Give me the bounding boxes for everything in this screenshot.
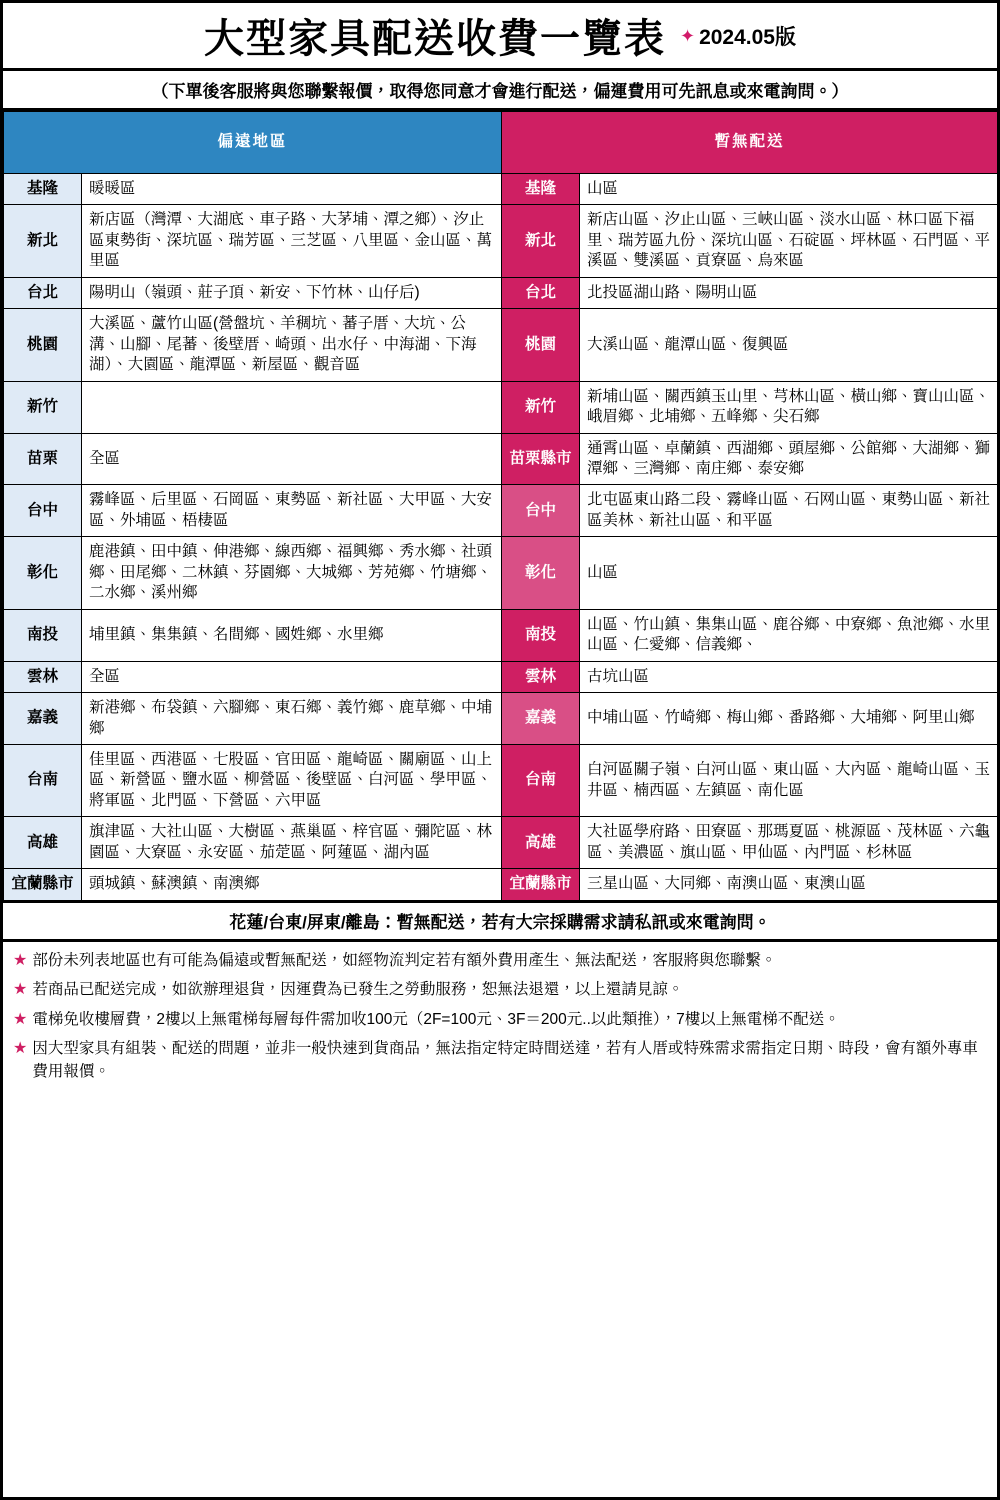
table-row [4, 869, 998, 900]
table-row [4, 309, 998, 381]
no-delivery-area-text: 北屯區東山路二段、霧峰山區、石网山區、東勢山區、新社區美林、新社山區、和平區 [580, 485, 998, 537]
no-delivery-area-text: 山區、竹山鎮、集集山區、鹿谷鄉、中寮鄉、魚池鄉、水里山區、仁愛鄉、信義鄉、 [580, 609, 998, 661]
remote-area-text: 霧峰區、后里區、石岡區、東勢區、新社區、大甲區、大安區、外埔區、梧棲區 [82, 485, 502, 537]
version-badge [680, 21, 796, 51]
no-delivery-area-text: 通霄山區、卓蘭鎮、西湖鄉、頭屋鄉、公館鄉、大湖鄉、獅潭鄉、三灣鄉、南庄鄉、泰安鄉 [580, 433, 998, 485]
remote-area-text: 全區 [82, 433, 502, 485]
no-delivery-region-label: 雲林 [502, 661, 580, 692]
remote-region-label: 苗栗 [4, 433, 82, 485]
table-row [4, 277, 998, 308]
no-delivery-region-label: 桃園 [502, 309, 580, 381]
remote-region-label: 高雄 [4, 817, 82, 869]
table-header-row [4, 112, 998, 174]
footnotes [3, 942, 997, 1083]
no-delivery-area-text: 山區 [580, 174, 998, 205]
table-row [4, 485, 998, 537]
no-delivery-region-label: 台中 [502, 485, 580, 537]
remote-region-label: 嘉義 [4, 693, 82, 745]
page-title: 大型家具配送收費一覽表 [203, 17, 666, 61]
remote-area-text: 頭城鎮、蘇澳鎮、南澳鄉 [82, 869, 502, 900]
footnote-text: 若商品已配送完成，如欲辦理退貨，因運費為已發生之勞動服務，恕無法退還，以上還請見諒。 [32, 981, 684, 999]
remote-area-text: 全區 [82, 661, 502, 692]
column-header-remote: 偏遠地區 [4, 112, 502, 174]
footnote-item [13, 950, 987, 972]
star-icon: ★ [13, 981, 28, 999]
remote-area-text: 旗津區、大社山區、大樹區、燕巢區、梓官區、彌陀區、林園區、大寮區、永安區、茄萣區、阿蓮區、湖內區 [82, 817, 502, 869]
remote-area-text [82, 381, 502, 433]
remote-region-label: 台南 [4, 744, 82, 816]
remote-area-text: 暖暖區 [82, 174, 502, 205]
no-delivery-area-text: 古坑山區 [580, 661, 998, 692]
no-delivery-area-text: 大社區學府路、田寮區、那瑪夏區、桃源區、茂林區、六龜區、美濃區、旗山區、甲仙區、內門區、杉林區 [580, 817, 998, 869]
remote-region-label: 雲林 [4, 661, 82, 692]
no-delivery-region-label: 嘉義 [502, 693, 580, 745]
no-delivery-region-label: 台南 [502, 744, 580, 816]
star-icon: ★ [13, 951, 28, 969]
no-delivery-region-label: 宜蘭縣市 [502, 869, 580, 900]
remote-region-label: 桃園 [4, 309, 82, 381]
table-row [4, 381, 998, 433]
table-row [4, 744, 998, 816]
remote-area-text: 新港鄉、布袋鎮、六腳鄉、東石鄉、義竹鄉、鹿草鄉、中埔鄉 [82, 693, 502, 745]
no-delivery-region-label: 南投 [502, 609, 580, 661]
no-delivery-area-text: 大溪山區、龍潭山區、復興區 [580, 309, 998, 381]
table-row [4, 609, 998, 661]
no-delivery-area-text: 北投區湖山路、陽明山區 [580, 277, 998, 308]
version-label: 2024.05版 [699, 25, 796, 49]
remote-area-text: 埔里鎮、集集鎮、名間鄉、國姓鄉、水里鄉 [82, 609, 502, 661]
table-row [4, 537, 998, 609]
table-row [4, 174, 998, 205]
no-delivery-area-text: 中埔山區、竹崎鄉、梅山鄉、番路鄉、大埔鄉、阿里山鄉 [580, 693, 998, 745]
remote-area-text: 佳里區、西港區、七股區、官田區、龍崎區、關廟區、山上區、新營區、鹽水區、柳營區、後壁區、白河區、學甲區、將軍區、北門區、下營區、六甲區 [82, 744, 502, 816]
no-delivery-region-label: 新竹 [502, 381, 580, 433]
no-delivery-region-label: 高雄 [502, 817, 580, 869]
footnote-text: 因大型家具有組裝、配送的問題，並非一般快速到貨商品，無法指定特定時間送達，若有人厝或特殊需求需指定日期、時段，會有額外專車費用報價。 [32, 1040, 978, 1080]
no-delivery-region-label: 基隆 [502, 174, 580, 205]
table-row [4, 693, 998, 745]
footnote-item [13, 979, 987, 1001]
remote-region-label: 宜蘭縣市 [4, 869, 82, 900]
no-delivery-area-text: 三星山區、大同鄉、南澳山區、東澳山區 [580, 869, 998, 900]
footnote-item [13, 1038, 987, 1083]
table-row [4, 433, 998, 485]
no-delivery-region-label: 苗栗縣市 [502, 433, 580, 485]
remote-region-label: 南投 [4, 609, 82, 661]
table-body [4, 174, 998, 901]
remote-area-text: 陽明山（嶺頭、莊子頂、新安、下竹林、山仔后) [82, 277, 502, 308]
no-delivery-region-label: 新北 [502, 205, 580, 277]
table-row [4, 205, 998, 277]
no-delivery-region-label: 彰化 [502, 537, 580, 609]
no-delivery-area-text: 新店山區、汐止山區、三峽山區、淡水山區、林口區下福里、瑞芳區九份、深坑山區、石碇區、坪林區、石門區、平溪區、雙溪區、貢寮區、烏來區 [580, 205, 998, 277]
island-no-delivery-note: 花蓮/台東/屏東/離島：暫無配送，若有大宗採購需求請私訊或來電詢問。 [3, 901, 997, 942]
column-header-no-delivery: 暫無配送 [502, 112, 998, 174]
no-delivery-area-text: 新埔山區、關西鎮玉山里、芎林山區、橫山鄉、寶山山區、峨眉鄉、北埔鄉、五峰鄉、尖石鄉 [580, 381, 998, 433]
no-delivery-area-text: 白河區關子嶺、白河山區、東山區、大內區、龍崎山區、玉井區、楠西區、左鎮區、南化區 [580, 744, 998, 816]
remote-region-label: 台中 [4, 485, 82, 537]
remote-area-text: 鹿港鎮、田中鎮、伸港鄉、線西鄉、福興鄉、秀水鄉、社頭鄉、田尾鄉、二林鎮、芬園鄉、大城鄉、芳苑鄉、竹塘鄉、二水鄉、溪州鄉 [82, 537, 502, 609]
no-delivery-area-text: 山區 [580, 537, 998, 609]
table-row [4, 817, 998, 869]
delivery-area-table [3, 111, 998, 901]
star-icon: ★ [13, 1010, 28, 1028]
table-row [4, 661, 998, 692]
remote-region-label: 彰化 [4, 537, 82, 609]
footnote-item [13, 1009, 987, 1031]
remote-region-label: 台北 [4, 277, 82, 308]
no-delivery-region-label: 台北 [502, 277, 580, 308]
remote-region-label: 基隆 [4, 174, 82, 205]
footnote-text: 部份未列表地區也有可能為偏遠或暫無配送，如經物流判定若有額外費用產生、無法配送，客服將與您聯繫。 [32, 951, 777, 969]
document-header [3, 3, 997, 71]
star-icon: ★ [13, 1040, 28, 1058]
document-subtitle: （下單後客服將與您聯繫報價，取得您同意才會進行配送，偏運費用可先訊息或來電詢問。） [3, 71, 997, 111]
footnote-text: 電梯免收樓層費，2樓以上無電梯每層每件需加收100元（2F=100元、3F＝200元..以此類推），7樓以上無電梯不配送。 [32, 1010, 840, 1028]
remote-area-text: 新店區（灣潭、大湖底、車子路、大茅埔、潭之鄉）、汐止區東勢街、深坑區、瑞芳區、三芝區、八里區、金山區、萬里區 [82, 205, 502, 277]
remote-region-label: 新竹 [4, 381, 82, 433]
remote-region-label: 新北 [4, 205, 82, 277]
remote-area-text: 大溪區、蘆竹山區(營盤坑、羊稠坑、蕃子厝、大坑、公溝、山腳、尾蕃、後壁厝、崎頭、出水仔、中海湖、下海湖）、大園區、龍潭區、新屋區、觀音區 [82, 309, 502, 381]
diamond-icon: ✦ [679, 25, 696, 46]
